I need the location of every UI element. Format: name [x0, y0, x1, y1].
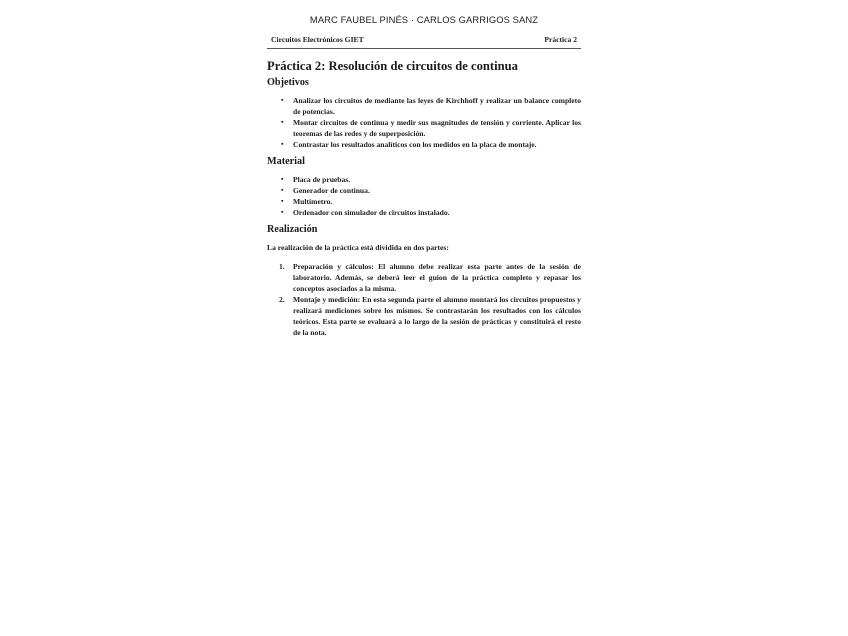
list-item-text: Multímetro.	[293, 197, 333, 206]
bullet-icon: ▪	[281, 140, 284, 148]
list-item	[279, 261, 581, 294]
page-title: Práctica 2: Resolución de circuitos de continua	[267, 59, 518, 73]
list-item	[279, 294, 581, 338]
list-item	[281, 207, 581, 218]
list-item	[281, 196, 581, 207]
material-list	[267, 174, 581, 218]
list-item-text: Montar circuitos de continua y medir sus magnitudes de tensión y corriente. Aplicar los teoremas de las redes y de superposición.	[293, 118, 581, 138]
step-text: En esta segunda parte el alumno montará los circuitos propuestos y realizará mediciones sobre los mismos. Se contrastarán los resultados con los cálculos teóricos. Esta parte se evaluará a lo largo de la sesión de prácticas y constituirá el resto de la nota.	[293, 295, 581, 337]
running-header-left: Circuitos Electrónicos GIET	[271, 35, 364, 44]
list-item	[281, 95, 581, 117]
list-item	[281, 117, 581, 139]
list-item-text: Ordenador con simulador de circuitos instalado.	[293, 208, 450, 217]
bullet-icon: ▪	[281, 197, 284, 205]
list-item	[281, 139, 581, 150]
document-page	[267, 12, 581, 338]
bullet-icon: ▪	[281, 118, 284, 126]
list-item	[281, 185, 581, 196]
section-heading-realizacion: Realización	[267, 224, 318, 235]
list-item-text: Placa de pruebas.	[293, 175, 351, 184]
step-label: Preparación y cálculos:	[293, 262, 374, 271]
step-number: 1.	[279, 262, 285, 271]
step-label: Montaje y medición:	[293, 295, 361, 304]
bullet-icon: ▪	[281, 175, 284, 183]
bullet-icon: ▪	[281, 96, 284, 104]
bullet-icon: ▪	[281, 186, 284, 194]
running-header	[267, 35, 581, 49]
list-item-text: Generador de continua.	[293, 186, 370, 195]
realizacion-intro: La realización de la práctica está dividida en dos partes:	[267, 243, 449, 252]
section-heading-objetivos: Objetivos	[267, 77, 309, 88]
list-item-text: Contrastar los resultados analíticos con los medidos en la placa de montaje.	[293, 140, 537, 149]
step-text: El alumno debe realizar esta parte antes de la sesión de laboratorio. Además, se deberá leer el guion de la práctica completo y repasar los conceptos asociados a la misma.	[293, 262, 581, 293]
objetivos-list	[267, 95, 581, 150]
section-heading-material: Material	[267, 156, 305, 167]
list-item-text: Analizar los circuitos de mediante las leyes de Kirchhoff y realizar un balance completo de potencias.	[293, 96, 581, 116]
realizacion-steps	[267, 261, 581, 338]
running-header-right: Práctica 2	[544, 35, 577, 44]
authors-line: MARC FAUBEL PINÉS · CARLOS GARRIGOS SANZ	[309, 14, 539, 25]
bullet-icon: ▪	[281, 208, 284, 216]
step-number: 2.	[279, 295, 285, 304]
list-item	[281, 174, 581, 185]
